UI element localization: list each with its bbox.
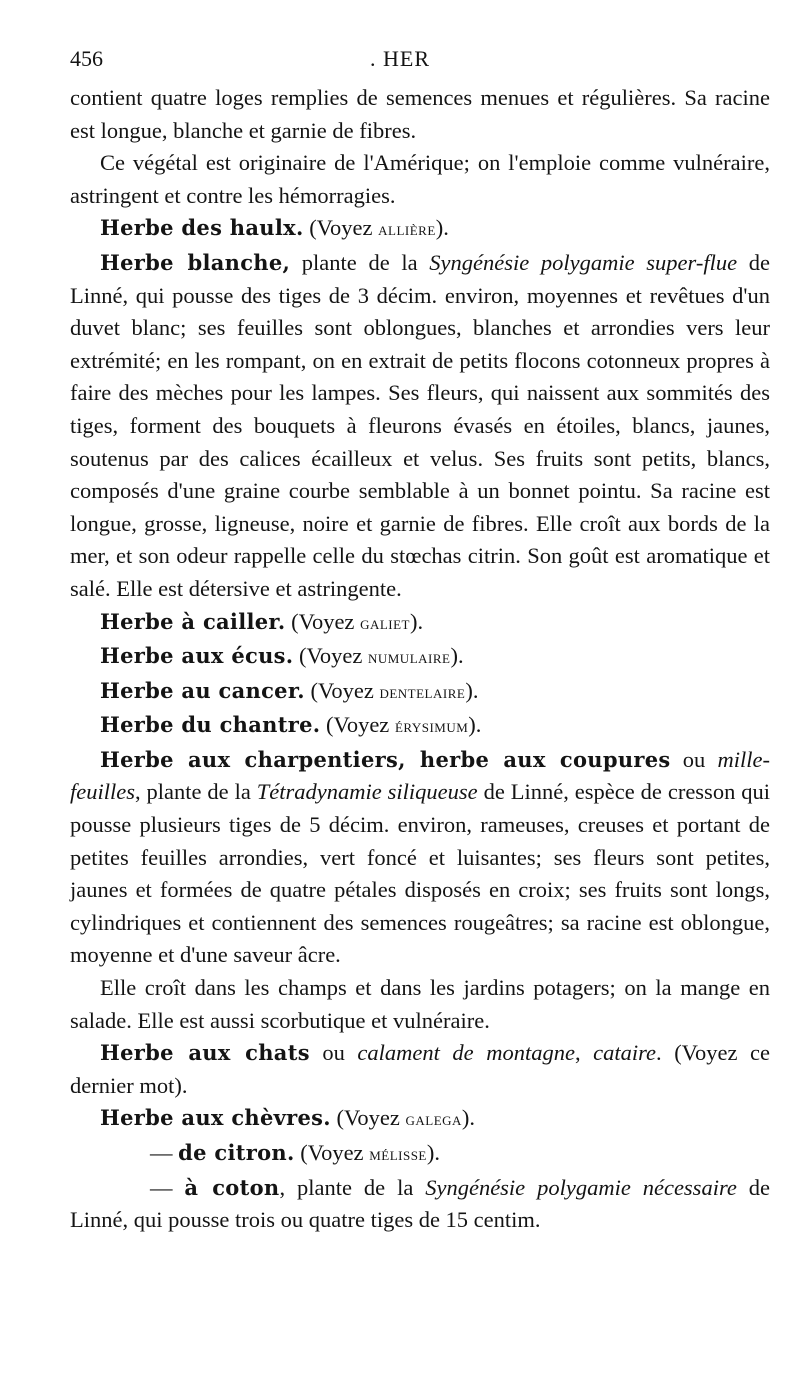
entry-herbe-aux-charpentiers (70, 744, 770, 972)
entry-text: ). (461, 1105, 476, 1131)
entry-text: ). (450, 643, 464, 669)
entry-term: Herbe aux chèvres. (100, 1105, 331, 1131)
paragraph: Ce végétal est originaire de l'Amérique; on l'emploie comme vulnéraire, astringent et contre les hémorragies. (70, 150, 770, 208)
cross-reference: érysimum (394, 716, 469, 738)
entry-herbe-du-chantre (70, 709, 770, 744)
entry-text: , (574, 1040, 594, 1066)
entry-text: (Voyez (285, 608, 361, 634)
entry-text: , plante de la (279, 1174, 426, 1200)
entry-text: , plante de la (134, 779, 257, 805)
entry-a-coton (70, 1172, 770, 1237)
cross-reference: galega (405, 1109, 462, 1131)
entry-herbe-des-haulx (70, 212, 770, 247)
page-number: 456 (70, 46, 103, 71)
entry-term: Herbe du chantre. (100, 712, 321, 738)
entry-text: (Voyez (320, 712, 395, 738)
entry-herbe-a-cailler (70, 606, 770, 641)
entry-herbe-blanche (70, 247, 770, 606)
entry-de-citron (70, 1137, 770, 1172)
entry-term: Herbe aux écus. (100, 643, 294, 669)
synonym: calament de montagne (357, 1040, 575, 1066)
botanical-class: Tétradynamie siliqueuse (256, 779, 478, 805)
entry-text: (Voyez (330, 1105, 406, 1131)
entry-text: ). (435, 215, 449, 241)
entry-term: Herbe au cancer. (100, 677, 305, 703)
botanical-class: Syngénésie polygamie nécessaire (425, 1174, 737, 1200)
cross-reference: dentelaire (379, 681, 466, 703)
entry-text: plante de la (290, 249, 430, 275)
synonym: mille-feuilles (70, 746, 771, 805)
entry-text: ou (309, 1040, 358, 1066)
entry-term: Herbe aux chats (100, 1040, 310, 1066)
cross-reference: galiet (360, 612, 410, 634)
entry-term: à coton (184, 1174, 280, 1200)
entry-text: ou (670, 746, 718, 772)
entry-term: Herbe des haulx. (100, 215, 304, 241)
entry-text: ). (468, 712, 482, 738)
ditto-dash: — (150, 1140, 173, 1165)
entry-term: de citron. (178, 1140, 295, 1165)
entry-text: ). (426, 1140, 440, 1165)
synonym: cataire (593, 1040, 657, 1066)
entry-text: (Voyez (303, 215, 379, 241)
entry-term: Herbe blanche, (100, 249, 291, 275)
cross-reference: numulaire (367, 647, 451, 669)
entry-text: (Voyez (294, 1140, 370, 1165)
entry-herbe-aux-chevres (70, 1102, 770, 1137)
ditto-dash: — (150, 1174, 173, 1200)
entry-text: de Linné, espèce de cresson qui pousse plusieurs tiges de 5 décim. environ, rameuses, creuses et portant de petites feuilles arrondies, vert foncé et luisantes; ses fleurs sont petites, jaunes et formées de quatre pétales disposés en croix; ses fruits sont longs, cylindriques et contiennent des semences rougeâtres; sa racine est oblongue, moyenne et d'une saveur âcre. (70, 779, 770, 968)
entry-text: (Voyez (304, 677, 380, 703)
entry-text: de Linné, qui pousse trois ou quatre tiges de 15 centim. (70, 1174, 771, 1233)
running-head (70, 46, 760, 76)
entry-text: ). (410, 608, 424, 634)
body-text (70, 82, 770, 1237)
botanical-class: Syngénésie polygamie super-flue (429, 249, 738, 275)
entry-herbe-aux-chats (70, 1037, 770, 1102)
running-head-word: . HER (370, 46, 430, 71)
entry-herbe-aux-ecus (70, 640, 770, 675)
paragraph: Elle croît dans les champs et dans les jardins potagers; on la mange en salade. Elle est aussi scorbutique et vulnéraire. (70, 975, 770, 1033)
entry-herbe-au-cancer (70, 675, 770, 710)
entry-text: (Voyez (293, 643, 368, 669)
entry-text: ). (465, 677, 479, 703)
entry-text: . (Voyez ce dernier mot). (70, 1040, 771, 1098)
cross-reference: allière (378, 219, 436, 241)
entry-text: de Linné, qui pousse des tiges de 3 décim. environ, moyennes et revêtues d'un duvet blanc; ses feuilles sont oblongues, blanches et arrondies vers leur extrémité; en les rompant, on en extrait de petits flocons cotonneux propres à faire des mèches pour les lampes. Ses fleurs, qui naissent aux sommités des tiges, forment des bouquets à fleurons évasés en étoiles, blancs, jaunes, soutenus par des calices écailleux et velus. Ses fruits sont petits, blancs, composés d'une graine courbe semblable à un bonnet pointu. Sa racine est longue, grosse, ligneuse, noire et garnie de fibres. Elle croît aux bords de la mer, et son odeur rappelle celle du stœchas citrin. Son goût est aromatique et salé. Elle est détersive et astringente. (70, 249, 771, 601)
paragraph: contient quatre loges remplies de semences menues et régulières. Sa racine est longue, blanche et garnie de fibres. (70, 85, 770, 143)
cross-reference: mélisse (369, 1144, 427, 1165)
entry-term: Herbe à cailler. (100, 608, 286, 634)
entry-term: Herbe aux charpentiers, herbe aux coupures (100, 746, 671, 772)
